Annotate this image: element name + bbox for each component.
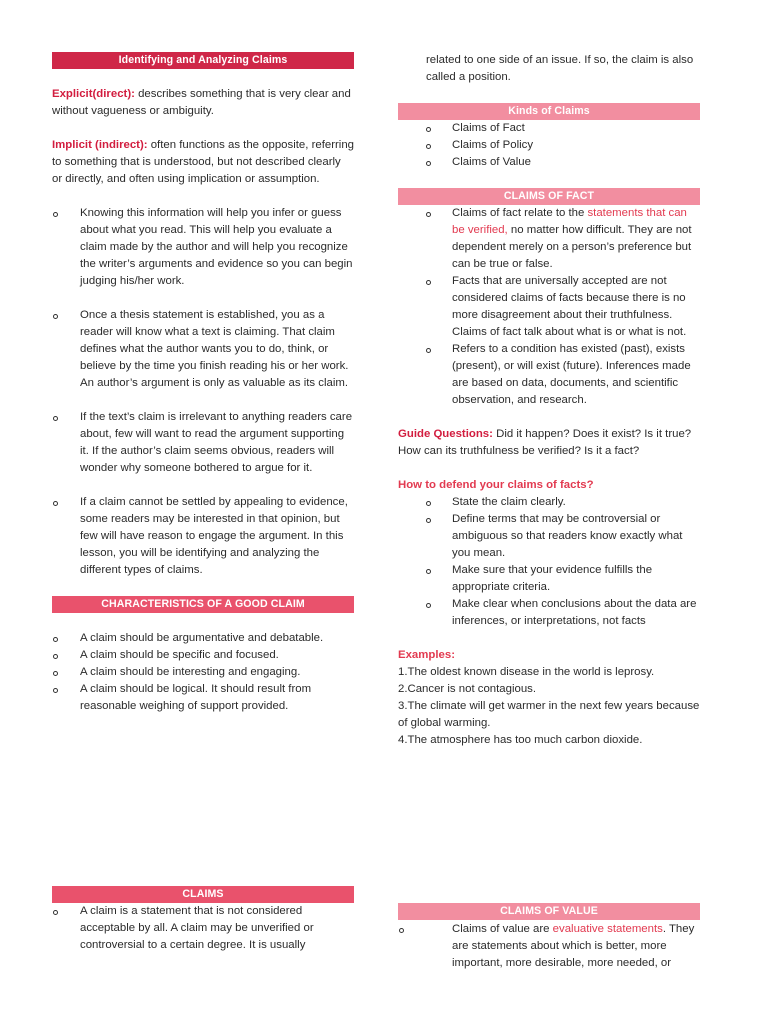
list-item: Claims of Policy — [398, 137, 700, 154]
value-text: Claims of value are — [452, 923, 553, 935]
guide-label: Guide Questions: — [398, 428, 493, 440]
explicit-label: Explicit(direct): — [52, 88, 135, 100]
list-item: A claim should be specific and focused. — [52, 647, 354, 664]
position-continuation: related to one side of an issue. If so, the claim is also called a position. — [426, 54, 694, 83]
guide-questions — [398, 426, 700, 460]
implicit-label: Implicit (indirect): — [52, 139, 148, 151]
value-section — [398, 903, 700, 972]
list-item: State the claim clearly. — [398, 494, 700, 511]
list-item: Refers to a condition has existed (past), exists (present), or will exist (future). Inferences made are based on data, documents, and scientific observation, and research. — [398, 341, 700, 409]
claims-section — [52, 886, 354, 954]
value-banner: CLAIMS OF VALUE — [398, 903, 700, 920]
guide-text: Did it happen? Does it exist? Is it true? How can its truthfulness be verified? Is it a fact? — [398, 428, 692, 457]
examples-heading: Examples: — [398, 649, 455, 661]
list-item: If a claim cannot be settled by appealing to evidence, some readers may be interested in that opinion, but few will have reason to engage the argument. In this lesson, you will be identifying and analyzing the different types of claims. — [52, 494, 354, 579]
implicit-text: often functions as the opposite, referring to something that is understood, but not described clearly or directly, and often using implication or assumption. — [52, 139, 354, 185]
explicit-definition — [52, 86, 354, 120]
list-item: If the text’s claim is irrelevant to anything readers care about, few will want to read the argument supporting it. If the author’s claim seems obvious, readers will wonder why someone bothered to argue for it. — [52, 409, 354, 477]
kinds-banner: Kinds of Claims — [398, 103, 700, 120]
title-banner: Identifying and Analyzing Claims — [52, 52, 354, 69]
fact-item-text: no matter how difficult. They are not dependent merely on a person’s preference but can be true or false. — [452, 224, 692, 270]
good-claim-banner: CHARACTERISTICS OF A GOOD CLAIM — [52, 596, 354, 613]
explicit-text: describes something that is very clear and without vagueness or ambiguity. — [52, 88, 351, 117]
implicit-definition — [52, 137, 354, 188]
list-item: A claim should be interesting and engaging. — [52, 664, 354, 681]
fact-item-text: Claims of fact relate to the — [452, 207, 588, 219]
list-item: A claim should be logical. It should result from reasonable weighing of support provided. — [52, 681, 354, 715]
list-item — [398, 205, 700, 273]
kinds-list — [398, 120, 700, 171]
list-item: Facts that are universally accepted are not considered claims of facts because there is no more disagreement about their truthfulness. Claims of fact talk about what is or what is not. — [398, 273, 700, 341]
good-claim-list — [52, 630, 354, 715]
list-item: Make sure that your evidence fulfills the appropriate criteria. — [398, 562, 700, 596]
right-column — [398, 52, 700, 749]
reading-bullets — [52, 205, 354, 579]
list-item: Claims of Value — [398, 154, 700, 171]
example-item: 3.The climate will get warmer in the next few years because of global warming. — [398, 700, 700, 729]
defend-heading: How to defend your claims of facts? — [398, 479, 594, 491]
claims-banner: CLAIMS — [52, 886, 354, 903]
example-item: 4.The atmosphere has too much carbon dioxide. — [398, 734, 643, 746]
list-item: Once a thesis statement is established, you as a reader will know what a text is claiming. That claim defines what the author wants you to do, think, or believe by the time you finish reading his or her work. An author’s argument is only as valuable as its claim. — [52, 307, 354, 392]
fact-list — [398, 205, 700, 409]
claims-list — [52, 903, 354, 954]
list-item: Define terms that may be controversial or ambiguous so that readers know exactly what you mean. — [398, 511, 700, 562]
example-item: 2.Cancer is not contagious. — [398, 683, 537, 695]
list-item: Knowing this information will help you infer or guess about what you read. This will help you evaluate a claim made by the author and will help you recognize the writer’s arguments and evidence so you can begin judging his/her work. — [52, 205, 354, 290]
fact-item-highlight: statements that can be verified, — [452, 207, 687, 236]
fact-banner: CLAIMS OF FACT — [398, 188, 700, 205]
value-highlight: evaluative statements — [552, 923, 663, 935]
list-item: Make clear when conclusions about the data are inferences, or interpretations, not facts — [398, 596, 700, 630]
list-item: A claim should be argumentative and debatable. — [52, 630, 354, 647]
defend-list — [398, 494, 700, 630]
left-column — [52, 52, 354, 715]
example-item: 1.The oldest known disease in the world is leprosy. — [398, 666, 655, 678]
value-list — [398, 921, 700, 972]
list-item: A claim is a statement that is not considered acceptable by all. A claim may be unverified or controversial to a certain degree. It is usually — [52, 903, 354, 954]
list-item: Claims of Fact — [398, 120, 700, 137]
list-item — [398, 921, 700, 972]
value-text: . They are statements about which is better, more important, more desirable, more needed, or — [452, 923, 695, 969]
